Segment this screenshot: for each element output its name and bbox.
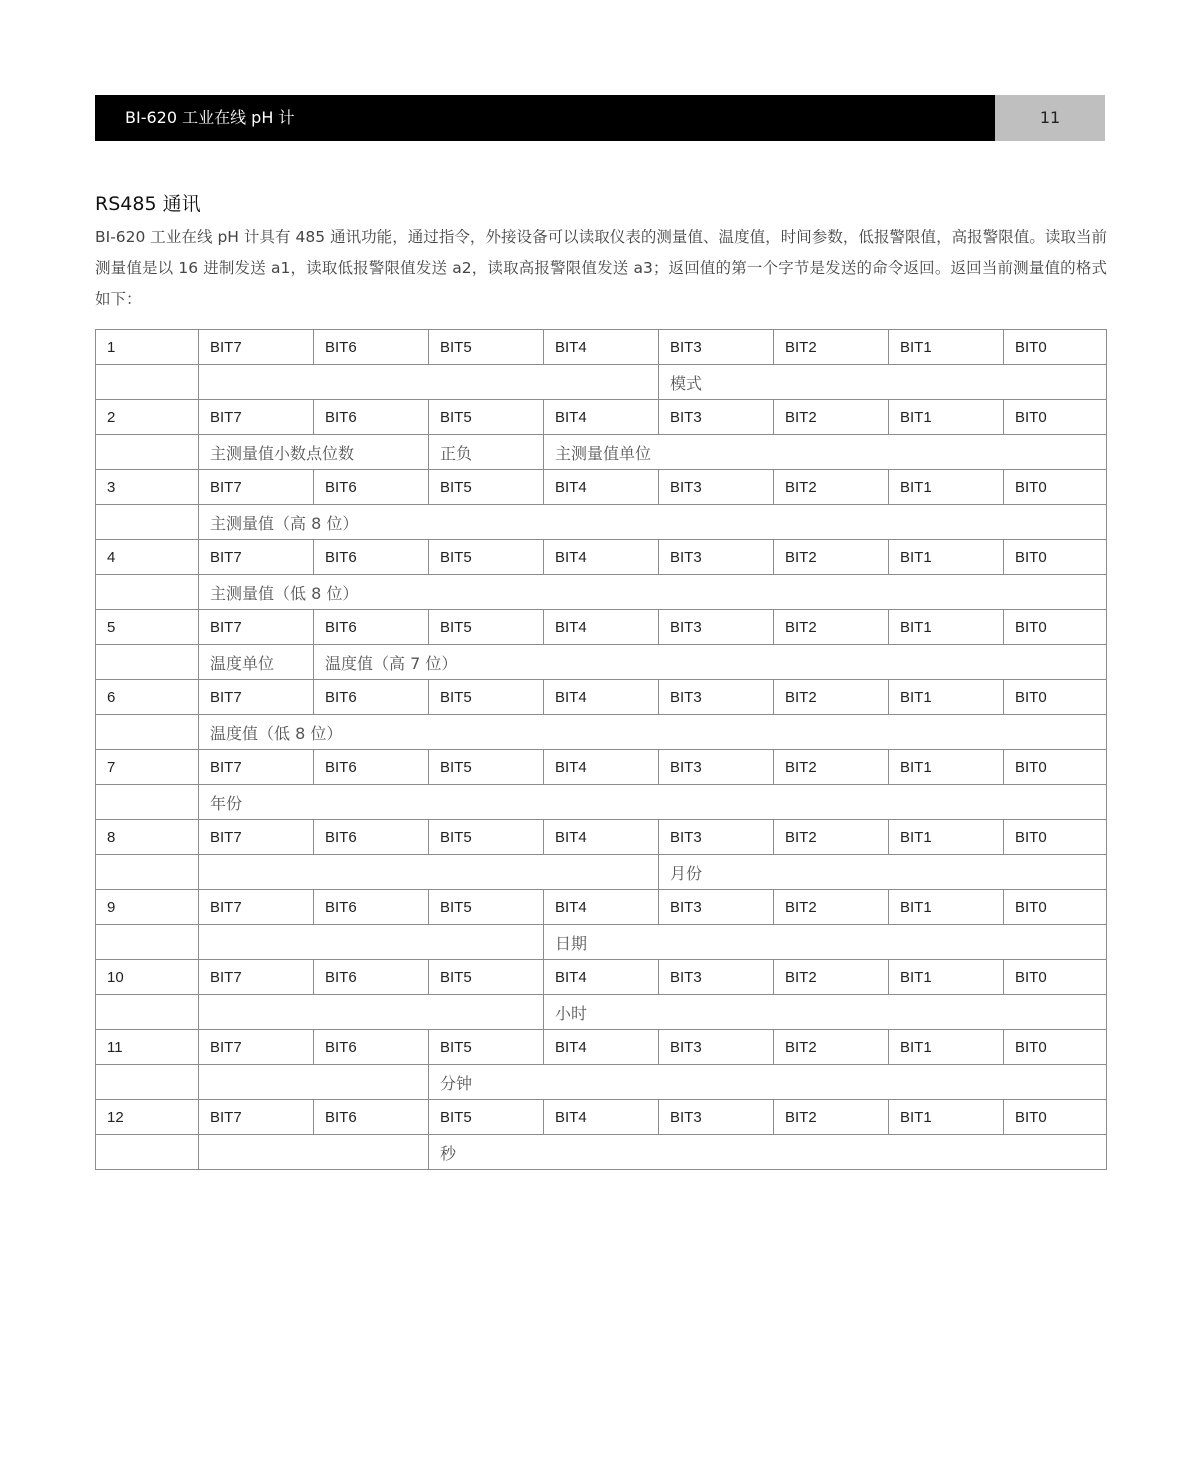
bit-label: BIT5	[429, 820, 544, 855]
byte-index: 12	[96, 1100, 199, 1135]
bit-label: BIT0	[1004, 680, 1107, 715]
bit-label: BIT4	[544, 820, 659, 855]
bit-label: BIT6	[314, 890, 429, 925]
bit-label: BIT3	[659, 1030, 774, 1065]
byte-index: 5	[96, 610, 199, 645]
table-body	[96, 330, 1107, 1170]
byte-bits-row	[96, 890, 1107, 925]
bit-label: BIT5	[429, 470, 544, 505]
byte-description-row	[96, 855, 1107, 890]
bit-label: BIT3	[659, 960, 774, 995]
bit-label: BIT6	[314, 330, 429, 365]
bit-label: BIT0	[1004, 1100, 1107, 1135]
bit-label: BIT4	[544, 540, 659, 575]
bit-label: BIT2	[774, 890, 889, 925]
bit-label: BIT2	[774, 470, 889, 505]
bit-label: BIT7	[199, 1030, 314, 1065]
bit-label: BIT3	[659, 400, 774, 435]
byte-bits-row	[96, 820, 1107, 855]
bit-label: BIT5	[429, 1030, 544, 1065]
bit-label: BIT5	[429, 540, 544, 575]
bit-label: BIT5	[429, 890, 544, 925]
field-description: 主测量值（高 8 位）	[199, 505, 1107, 540]
byte-index: 9	[96, 890, 199, 925]
blank-index-cell	[96, 785, 199, 820]
byte-description-row	[96, 995, 1107, 1030]
byte-index: 2	[96, 400, 199, 435]
byte-description-row	[96, 645, 1107, 680]
bit-label: BIT1	[889, 400, 1004, 435]
bit-label: BIT6	[314, 470, 429, 505]
bit-label: BIT7	[199, 680, 314, 715]
bit-label: BIT2	[774, 680, 889, 715]
blank-index-cell	[96, 1135, 199, 1170]
bit-label: BIT7	[199, 960, 314, 995]
section-title: RS485 通讯	[95, 193, 201, 215]
bit-label: BIT0	[1004, 750, 1107, 785]
bit-label: BIT6	[314, 1030, 429, 1065]
bit-label: BIT1	[889, 540, 1004, 575]
bit-label: BIT0	[1004, 470, 1107, 505]
field-description	[199, 925, 544, 960]
bit-label: BIT3	[659, 890, 774, 925]
bit-label: BIT1	[889, 1030, 1004, 1065]
bit-label: BIT7	[199, 470, 314, 505]
blank-index-cell	[96, 435, 199, 470]
bit-label: BIT2	[774, 330, 889, 365]
byte-bits-row	[96, 400, 1107, 435]
field-description: 秒	[429, 1135, 1107, 1170]
bit-label: BIT0	[1004, 400, 1107, 435]
bit-label: BIT5	[429, 680, 544, 715]
byte-bits-row	[96, 470, 1107, 505]
bit-label: BIT2	[774, 1030, 889, 1065]
byte-index: 11	[96, 1030, 199, 1065]
bit-label: BIT7	[199, 820, 314, 855]
field-description: 温度值（低 8 位）	[199, 715, 1107, 750]
byte-index: 4	[96, 540, 199, 575]
bit-label: BIT5	[429, 330, 544, 365]
bit-label: BIT5	[429, 750, 544, 785]
byte-description-row	[96, 435, 1107, 470]
bit-label: BIT6	[314, 960, 429, 995]
bit-label: BIT1	[889, 960, 1004, 995]
blank-index-cell	[96, 365, 199, 400]
byte-description-row	[96, 365, 1107, 400]
byte-bits-row	[96, 960, 1107, 995]
bit-label: BIT7	[199, 610, 314, 645]
byte-index: 6	[96, 680, 199, 715]
blank-index-cell	[96, 505, 199, 540]
field-description: 月份	[659, 855, 1107, 890]
page-header-bar	[95, 95, 995, 141]
bit-label: BIT7	[199, 750, 314, 785]
bit-label: BIT7	[199, 330, 314, 365]
bit-label: BIT7	[199, 890, 314, 925]
bit-label: BIT3	[659, 610, 774, 645]
bit-label: BIT5	[429, 1100, 544, 1135]
byte-bits-row	[96, 610, 1107, 645]
bit-label: BIT0	[1004, 890, 1107, 925]
bit-label: BIT2	[774, 750, 889, 785]
byte-description-row	[96, 505, 1107, 540]
field-description: 小时	[544, 995, 1107, 1030]
byte-index: 10	[96, 960, 199, 995]
rs485-format-table	[95, 329, 1107, 1170]
byte-bits-row	[96, 680, 1107, 715]
bit-label: BIT3	[659, 330, 774, 365]
byte-bits-row	[96, 1100, 1107, 1135]
bit-label: BIT1	[889, 750, 1004, 785]
blank-index-cell	[96, 1065, 199, 1100]
bit-label: BIT0	[1004, 820, 1107, 855]
bit-label: BIT2	[774, 610, 889, 645]
bit-label: BIT5	[429, 400, 544, 435]
bit-label: BIT0	[1004, 330, 1107, 365]
bit-label: BIT2	[774, 400, 889, 435]
field-description: 温度单位	[199, 645, 314, 680]
field-description: 主测量值（低 8 位）	[199, 575, 1107, 610]
bit-label: BIT6	[314, 400, 429, 435]
field-description: 年份	[199, 785, 1107, 820]
bit-label: BIT6	[314, 750, 429, 785]
bit-label: BIT6	[314, 1100, 429, 1135]
blank-index-cell	[96, 645, 199, 680]
bit-label: BIT6	[314, 680, 429, 715]
bit-label: BIT0	[1004, 1030, 1107, 1065]
bit-label: BIT2	[774, 1100, 889, 1135]
bit-label: BIT0	[1004, 610, 1107, 645]
bit-label: BIT7	[199, 540, 314, 575]
field-description	[199, 1065, 429, 1100]
section-paragraph: BI-620 工业在线 pH 计具有 485 通讯功能，通过指令，外接设备可以读取仪表的测量值、温度值，时间参数，低报警限值，高报警限值。读取当前测量值是以 16 进制发送 a1，读取低报警限值发送 a2，读取高报警限值发送 a3；返回值的第一个字节是发送的命令返回。返回当前测量值的格式如下：	[95, 228, 1107, 308]
byte-description-row	[96, 715, 1107, 750]
bit-label: BIT0	[1004, 540, 1107, 575]
field-description	[199, 1135, 429, 1170]
bit-label: BIT1	[889, 470, 1004, 505]
bit-label: BIT4	[544, 1100, 659, 1135]
bit-label: BIT1	[889, 610, 1004, 645]
blank-index-cell	[96, 575, 199, 610]
byte-bits-row	[96, 540, 1107, 575]
bit-label: BIT3	[659, 1100, 774, 1135]
bit-label: BIT3	[659, 750, 774, 785]
byte-bits-row	[96, 1030, 1107, 1065]
field-description: 模式	[659, 365, 1107, 400]
bit-label: BIT1	[889, 820, 1004, 855]
field-description: 日期	[544, 925, 1107, 960]
bit-label: BIT4	[544, 330, 659, 365]
byte-bits-row	[96, 750, 1107, 785]
field-description	[199, 995, 544, 1030]
field-description: 主测量值小数点位数	[199, 435, 429, 470]
blank-index-cell	[96, 925, 199, 960]
bit-label: BIT2	[774, 820, 889, 855]
field-description	[199, 365, 659, 400]
bit-label: BIT5	[429, 960, 544, 995]
bit-label: BIT5	[429, 610, 544, 645]
byte-description-row	[96, 1135, 1107, 1170]
field-description	[199, 855, 659, 890]
byte-index: 3	[96, 470, 199, 505]
bit-label: BIT1	[889, 330, 1004, 365]
bit-label: BIT4	[544, 470, 659, 505]
bit-label: BIT2	[774, 540, 889, 575]
byte-index: 1	[96, 330, 199, 365]
bit-label: BIT3	[659, 470, 774, 505]
blank-index-cell	[96, 995, 199, 1030]
bit-label: BIT3	[659, 680, 774, 715]
bit-label: BIT7	[199, 400, 314, 435]
byte-index: 7	[96, 750, 199, 785]
document-title: BI-620 工业在线 pH 计	[125, 108, 295, 127]
bit-label: BIT2	[774, 960, 889, 995]
field-description: 主测量值单位	[544, 435, 1107, 470]
bit-label: BIT6	[314, 540, 429, 575]
bit-label: BIT6	[314, 610, 429, 645]
blank-index-cell	[96, 855, 199, 890]
bit-label: BIT1	[889, 1100, 1004, 1135]
byte-bits-row	[96, 330, 1107, 365]
bit-label: BIT4	[544, 400, 659, 435]
bit-label: BIT4	[544, 960, 659, 995]
bit-label: BIT6	[314, 820, 429, 855]
byte-description-row	[96, 785, 1107, 820]
byte-description-row	[96, 925, 1107, 960]
bit-label: BIT1	[889, 890, 1004, 925]
bit-label: BIT0	[1004, 960, 1107, 995]
bit-label: BIT3	[659, 540, 774, 575]
byte-description-row	[96, 1065, 1107, 1100]
field-description: 温度值（高 7 位）	[314, 645, 1107, 680]
bit-label: BIT1	[889, 680, 1004, 715]
bit-label: BIT4	[544, 680, 659, 715]
page-number: 11	[995, 95, 1105, 141]
bit-label: BIT3	[659, 820, 774, 855]
bit-label: BIT4	[544, 890, 659, 925]
bit-label: BIT4	[544, 1030, 659, 1065]
field-description: 正负	[429, 435, 544, 470]
field-description: 分钟	[429, 1065, 1107, 1100]
bit-label: BIT4	[544, 610, 659, 645]
bit-label: BIT4	[544, 750, 659, 785]
bit-label: BIT7	[199, 1100, 314, 1135]
byte-description-row	[96, 575, 1107, 610]
blank-index-cell	[96, 715, 199, 750]
byte-index: 8	[96, 820, 199, 855]
